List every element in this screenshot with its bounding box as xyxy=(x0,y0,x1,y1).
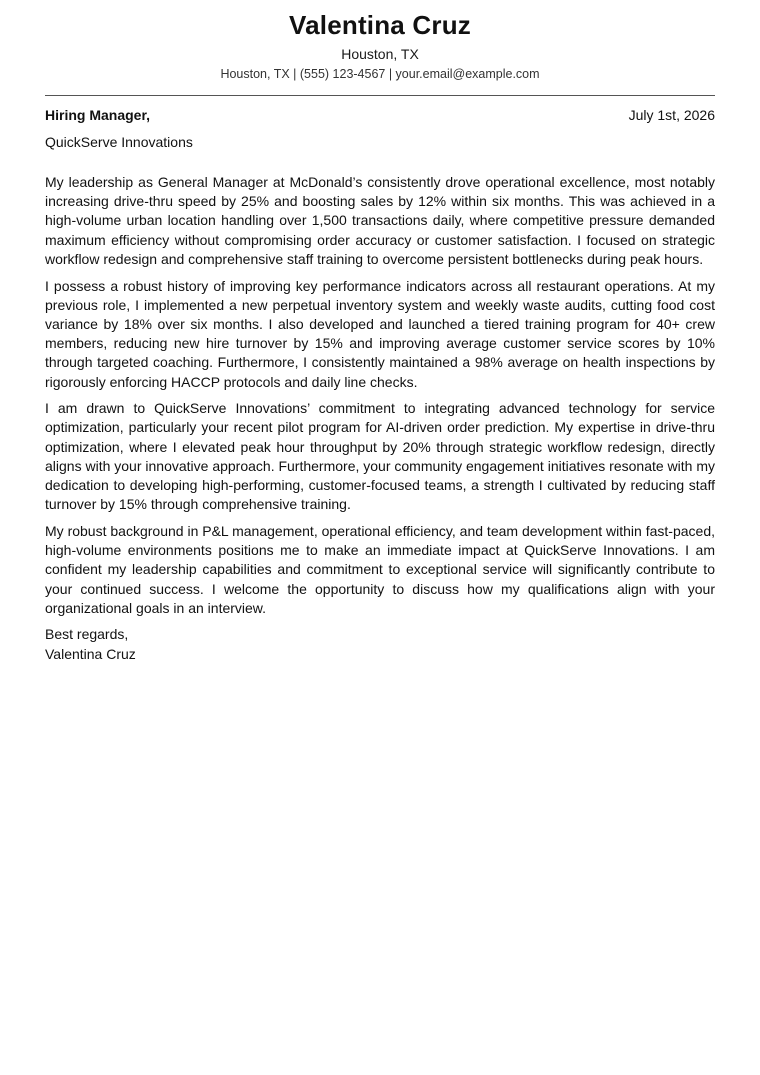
letter-header xyxy=(45,8,715,83)
body-paragraph: My robust background in P&L management, operational efficiency, and team development within fast-paced, high-volume environments positions me to make an immediate impact at QuickServe Innovations. I am confident my leadership capabilities and commitment to exceptional service will significantly contribute to your continued success. I welcome the opportunity to discuss how my qualifications align with your organizational goals in an interview. xyxy=(45,522,715,616)
body-paragraph: My leadership as General Manager at McDonald’s consistently drove operational excellence, most notably increasing drive-thru speed by 25% and boosting sales by 12% within six months. This was achieved in a high-volume urban location handling over 1,500 transactions daily, where competitive pressure demanded maximum efficiency without compromising order accuracy or customer satisfaction. I focused on strategic workflow redesign and comprehensive staff training to overcome persistent bottlenecks during peak hours. xyxy=(45,174,715,267)
closing-phrase: Best regards, xyxy=(45,626,129,643)
letter-closing xyxy=(45,625,715,663)
recipient-salutation: Hiring Manager, xyxy=(45,107,151,123)
body-paragraph: I possess a robust history of improving key performance indicators across all restaurant operations. At my previous role, I implemented a new perpetual inventory system and weekly waste audits, cutting food cost variance by 18% over six months. I also developed and launched a tiered training program for 40+ crew members, reducing new hire turnover by 15% and improving average customer service scores by 10% through targeted coaching. Furthermore, I consistently maintained a 98% average on health inspections by rigorously enforcing HACCP protocols and daily line checks. xyxy=(45,277,715,390)
applicant-name: Valentina Cruz xyxy=(289,10,471,40)
body-paragraph: I am drawn to QuickServe Innovations’ commitment to integrating advanced technology for service optimization, particularly your recent pilot program for AI-driven order prediction. My expertise in drive-thru optimization, where I elevated peak hour throughput by 20% through strategic workflow redesign, directly aligns with your innovative approach. Furthermore, your community engagement initiatives resonate with my dedication to developing high-performing, customer-focused teams, a strength I cultivated by reducing staff turnover by 15% through comprehensive training. xyxy=(45,400,715,513)
applicant-location: Houston, TX xyxy=(341,46,419,62)
recipient-company: QuickServe Innovations xyxy=(45,134,193,150)
applicant-contact-line: Houston, TX | (555) 123-4567 | your.email@example.com xyxy=(220,67,540,81)
header-divider xyxy=(45,95,715,96)
letter-date: July 1st, 2026 xyxy=(628,107,715,123)
signature-name: Valentina Cruz xyxy=(45,645,136,662)
recipient-date-row xyxy=(45,106,715,125)
letter-body xyxy=(45,173,715,618)
